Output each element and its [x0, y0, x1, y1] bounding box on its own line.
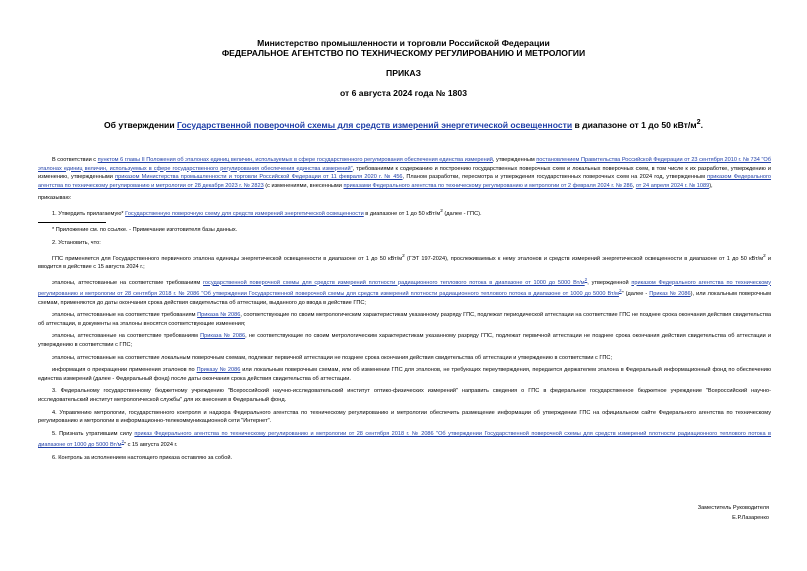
item-2f-link[interactable]: Приказу № 2086	[196, 367, 241, 374]
item-2c-text-2: , соответствующие по своим метрологическим характеристикам указанному разряду ГПС, подлежат периодической аттестации на соответствие ГПС не позднее срока окончания действия свидетельства об аттестации, в документы на эталоны вносятся соответствующие изменения;	[38, 312, 771, 327]
item-4: 4. Управлению метрологии, государственного контроля и надзора Федерального агентства по техническому регулированию и метрологии обеспечить размещение информации об утверждении ГПС на официальном сайте Федерального агентства по техническому регулированию и метрологии в информационно-телекоммуникационной сети "Интернет".	[38, 409, 771, 425]
preamble-link-4[interactable]: приказом Федерального агентства по техническому регулированию и метрологии от 28 декабря 2023 г. № 2823	[38, 174, 772, 189]
preamble-link-6[interactable]: от 24 апреля 2024 г. № 1089	[635, 182, 710, 189]
item-3: 3. Федеральному государственному бюджетному учреждению "Всероссийский научно-исследовательский институт оптико-физических измерений" направить сведения о ГПС в федеральное государственное бюджетное учреждение "Всероссийский научно-исследовательский институт метрологической службы" для их внесения в Федеральный фонд.	[38, 388, 771, 403]
doc-date-number: от 6 августа 2024 года № 1803	[340, 88, 467, 98]
item-2b-text-2: , утвержденной	[587, 279, 632, 286]
order-word: приказываю:	[38, 195, 72, 202]
title-end: .	[700, 119, 703, 130]
doc-body	[38, 156, 771, 466]
item-2c-text-1: эталоны, аттестованные на соответствие требованиям	[52, 312, 198, 319]
item-2b-link-1[interactable]: государственной поверочной схемы для средств измерений плотности радиационного теплового потока в диапазоне от 1000 до 5000 Вт/м	[203, 279, 585, 286]
item-2a-text-1: ГПС применяется для Государственного первичного эталона единицы энергетической освещенности в диапазоне от 1 до 50 кВт/м	[52, 255, 403, 262]
item-2d-link[interactable]: Приказа № 2086	[200, 333, 246, 340]
item-2: 2. Установить, что:	[52, 240, 101, 247]
preamble-link-1[interactable]: пунктом 6 главы II Положения об эталонах единиц величин, используемых в сфере государственного регулирования обеспечения единства измерений	[97, 157, 493, 163]
item-2a-sup: 2	[402, 252, 405, 258]
item-1-text-1: 1. Утвердить прилагаемую*	[52, 210, 126, 217]
doc-title	[0, 118, 807, 130]
signature-name: Е.Р.Лазаренко	[732, 515, 769, 521]
item-6: 6. Контроль за исполнением настоящего приказа оставляю за собой.	[52, 454, 233, 461]
item-2a	[38, 252, 771, 272]
item-2f-text-2: или локальным поверочным схемам, или об изменении ГПС для эталонов, не требующих переутверждения, передается держателем эталона в Федеральный информационный фонд по обеспечению единства измерений (далее - Федеральный фонд) после даты окончания срока действия свидетельства об аттестации.	[38, 367, 772, 382]
title-prefix: Об утверждении	[103, 119, 178, 130]
item-2b-sup-2: 2	[619, 288, 622, 294]
item-1	[38, 207, 771, 218]
item-2c-link[interactable]: Приказа № 2086	[197, 312, 241, 319]
item-2b-text-1: эталоны, аттестованные на соответствие требованиям	[52, 279, 204, 286]
item-5	[38, 430, 771, 450]
signature-block	[698, 503, 769, 523]
preamble-text-4: , Планом разработки, пересмотра и утверждения государственных поверочных схем на 2024 год, утвержденным	[402, 174, 708, 181]
preamble	[38, 156, 771, 190]
item-2a-sup-2: 2	[763, 252, 766, 258]
item-2c	[38, 311, 771, 328]
item-2b-sup: 2	[584, 276, 588, 282]
item-2a-text-2: (ГЭТ 197-2024), прослеживаемых к нему эталонов и средств измерений энергетической освещенности в диапазоне от 1 до 50 кВт/м	[404, 255, 764, 262]
item-2d	[38, 332, 771, 349]
item-5-text-1: 5. Признать утратившим силу	[52, 430, 135, 437]
item-2b	[38, 276, 771, 308]
item-1-link[interactable]: Государственную поверочную схему для средств измерений энергетической освещенности	[125, 210, 364, 217]
footnote-divider	[38, 222, 106, 223]
item-2e: эталоны, аттестованные на соответствие локальным поверочным схемам, подлежат первичной аттестации не позднее срока окончания действия свидетельства об аттестации и утверждению в соответствии с ГПС;	[52, 354, 613, 361]
item-2f-text-1: информация о прекращении применения эталонов по	[52, 367, 197, 374]
preamble-text-3: , требованиями к содержанию и построению государственных поверочных схем и локальных поверочных схем, в том числе к их разработке, утверждению и изменению, утвержденными	[38, 165, 771, 181]
title-suffix: в диапазоне от 1 до 50 кВт/м	[572, 119, 697, 130]
item-1-sup: 2	[440, 207, 443, 213]
item-5-text-2: " с 15 августа 2024 г.	[124, 442, 178, 449]
signature-position: Заместитель Руководителя	[697, 505, 769, 511]
title-sup: 2	[696, 118, 701, 126]
ministry-name: Министерство промышленности и торговли Российской Федерации	[257, 38, 550, 48]
preamble-text-5: (с изменениями, внесенными	[263, 182, 344, 189]
item-2b-text-4: ), или локальным поверочным схемам, применяются до даты окончания срока действия свидетельства об аттестации, выданного до ввода в действие ГПС;	[38, 290, 772, 306]
item-5-link[interactable]: приказ Федерального агентства по техническому регулированию и метрологии от 28 сентября 2018 г. № 2086 "Об утверждении Государственной поверочной схемы для средств измерений плотности радиационного теплового потока в диапазоне от 1000 до 5000 Вт/м	[38, 430, 772, 449]
preamble-text-6: ,	[632, 182, 636, 189]
item-2a-text-3: и вводится в действие с 15 августа 2024 г.;	[38, 255, 771, 271]
doc-type: ПРИКАЗ	[386, 68, 421, 78]
item-5-sup: 2	[121, 439, 125, 445]
item-2f	[38, 366, 771, 383]
preamble-text-1: В соответствии с	[52, 157, 98, 163]
item-2d-text-2: , не соответствующие по своим метрологическим характеристикам указанному разряду ГПС, подлежат первичной аттестации не позднее срока окончания действия свидетельства об аттестации и утверждению в соответствии с ГПС;	[38, 333, 772, 348]
preamble-link-5[interactable]: приказами Федерального агентства по техническому регулированию и метрологии от 2 февраля 2024 г. № 286	[343, 182, 633, 189]
title-link[interactable]: Государственной поверочной схемы для средств измерений энергетической освещенности	[177, 119, 573, 130]
item-2b-text-3: " (далее -	[621, 290, 650, 297]
preamble-link-2[interactable]: постановлением Правительства Российской Федерации от 23 сентября 2010 г. № 734 "Об эталонах единиц величин, используемых в сфере государственного регулирования обеспечения единства измерений"	[38, 157, 771, 172]
preamble-text-7: ),	[709, 182, 713, 189]
preamble-link-3[interactable]: приказом Министерства промышленности и торговли Российской Федерации от 11 февраля 2020 г. № 456	[115, 174, 403, 181]
preamble-text-2: , утвержденным	[492, 157, 537, 163]
footnote: * Приложение см. по ссылке. - Примечание изготовителя базы данных.	[52, 227, 238, 234]
agency-name: ФЕДЕРАЛЬНОЕ АГЕНТСТВО ПО ТЕХНИЧЕСКОМУ РЕГУЛИРОВАНИЮ И МЕТРОЛОГИИ	[221, 48, 586, 58]
item-1-text-3: (далее - ГПС).	[442, 210, 482, 217]
item-2b-link-3[interactable]: Приказ № 2086	[649, 290, 691, 297]
item-2b-link-2[interactable]: приказом Федерального агентства по техническому регулированию и метрологии от 28 сентября 2018 г. № 2086 "Об утверждении Государственной поверочной схемы для средств измерений плотности радиационного теплового потока в диапазоне от 1000 до 5000 Вт/м	[38, 279, 772, 297]
item-1-text-2: в диапазоне от 1 до 50 кВт/м	[363, 210, 441, 217]
item-2d-text-1: эталоны, аттестованные на соответствие требованиям	[52, 333, 201, 340]
